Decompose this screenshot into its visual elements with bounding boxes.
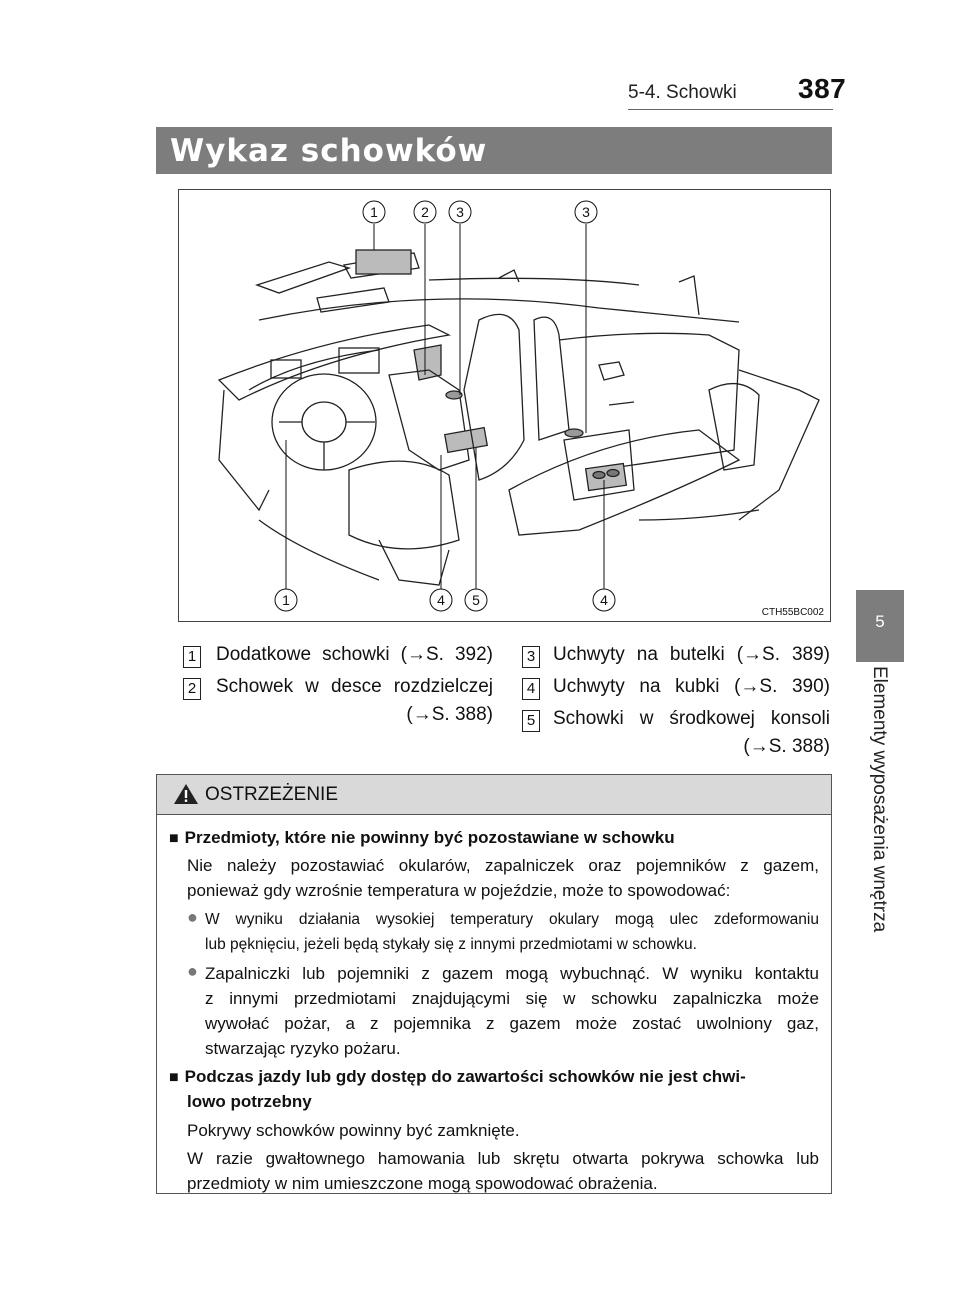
legend-number: 4 [522,678,540,700]
legend-item [522,673,830,703]
warning-body-line: Nie należy pozostawiać okularów, zapalniczek oraz pojemników z gazem, [187,856,819,875]
callout-top-3: 3 [456,204,464,220]
warning-body-line: W razie gwałtownego hamowania lub skrętu otwarta pokrywa schowka lub [187,1149,819,1168]
callout-bottom-3: 5 [472,592,480,608]
callout-top-1: 1 [370,204,378,220]
warning-body-line: przedmioty w nim umieszczone mogą spowodować obrażenia. [187,1174,658,1193]
callout-bottom-2: 4 [437,592,445,608]
section-label: 5-4. Schowki [628,82,737,103]
round-bullet-icon: ● [187,907,198,927]
legend-text[interactable]: Uchwyty na butelki (→S. 389) [553,644,830,665]
round-bullet-icon: ● [187,961,198,981]
warning-bullet-line: Zapalniczki lub pojemniki z gazem mogą wybuchnąć. W wyniku kontaktu [205,964,819,983]
warning-bullet-line: lub pęknięciu, jeżeli będą stykały się z innymi przedmiotami w schowku. [205,936,697,953]
legend-item [183,641,493,671]
legend-item [522,641,830,671]
legend-number: 1 [183,646,201,668]
warning-body-line: Pokrywy schowków powinny być zamknięte. [187,1121,520,1140]
warning-bullet-line: z innymi przedmiotami znajdującymi się w schowku zapalniczka może [205,989,819,1008]
legend-text-cont[interactable]: (→S. 388) [406,704,493,725]
legend-text[interactable]: Uchwyty na kubki (→S. 390) [553,676,830,697]
car-interior-illustration [179,190,830,621]
legend-text-cont[interactable]: (→S. 388) [743,736,830,757]
car-interior-figure [178,189,831,622]
title-bar [156,127,832,174]
warning-heading-2: ■ Podczas jazdy lub gdy dostęp do zawartości schowków nie jest chwi- [169,1067,746,1086]
callout-top-2: 2 [421,204,429,220]
warning-heading-1: ■ Przedmioty, które nie powinny być pozostawiane w schowku [169,828,675,847]
chapter-number: 5 [875,612,885,631]
figure-code: CTH55BC002 [761,607,824,618]
warning-title: OSTRZEŻENIE [205,784,339,805]
page-number: 387 [798,73,847,104]
legend-number: 5 [522,710,540,732]
legend-text[interactable]: Dodatkowe schowki (→S. 392) [216,644,493,665]
warning-triangle-icon [173,783,199,805]
legend-text[interactable]: Schowki w środkowej konsoli [553,708,830,729]
callout-bottom-4: 4 [600,592,608,608]
header-rule [628,109,833,110]
callout-bottom-1: 1 [282,592,290,608]
warning-header [157,775,831,815]
legend-number: 3 [522,646,540,668]
warning-body-line: ponieważ gdy wzrośnie temperatura w pojeździe, może to spowodować: [187,881,731,900]
callout-top-4: 3 [582,204,590,220]
square-bullet-icon: ■ [169,830,179,847]
chapter-tab[interactable] [856,590,904,662]
warning-bullet-line: wywołać pożar, a z pojemnika z gazem może zostać uwolniony gaz, [205,1014,819,1033]
legend-item [522,705,830,765]
legend-number: 2 [183,678,201,700]
warning-bullet-line: W wyniku działania wysokiej temperatury okulary mogą ulec zdeformowaniu [205,911,819,928]
warning-heading-2-cont: lowo potrzebny [187,1092,312,1111]
warning-bullet-line: stwarzając ryzyko pożaru. [205,1039,401,1058]
legend-item [183,673,493,733]
square-bullet-icon: ■ [169,1069,179,1086]
chapter-label: Elementy wyposażenia wnętrza [869,666,890,933]
page-title: Wykaz schowków [170,133,488,169]
legend-text[interactable]: Schowek w desce rozdzielczej [216,676,493,697]
warning-box [156,774,832,1194]
